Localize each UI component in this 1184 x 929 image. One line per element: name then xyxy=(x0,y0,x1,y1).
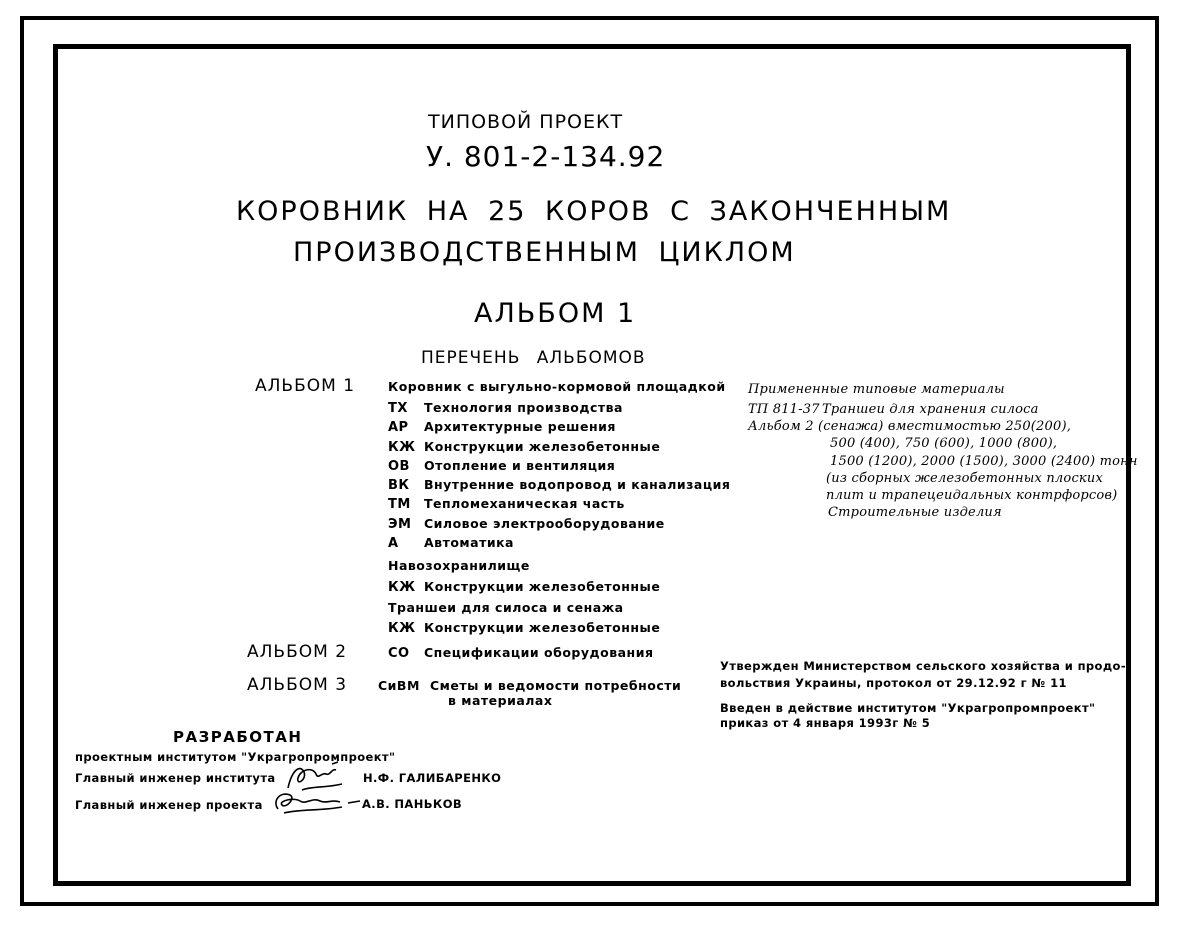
list-item: ТМ Тепломеханическая часть xyxy=(388,496,625,512)
approval-line-3: Введен в действие институтом "Украгропромпроект" xyxy=(720,701,1096,715)
album-title: АЛЬБОМ 1 xyxy=(474,298,637,329)
approval-line-2: вольствия Украины, протокол от 29.12.92 г № 11 xyxy=(720,676,1067,690)
album-3-text-1: Сметы и ведомости потребности xyxy=(430,678,682,693)
applied-row-1-left: ТП 811-37 xyxy=(748,402,820,417)
silo-trench-title: Траншеи для силоса и сенажа xyxy=(388,600,624,615)
list-item: А Автоматика xyxy=(388,535,514,551)
albums-list-heading: ПЕРЕЧЕНЬ АЛЬБОМОВ xyxy=(421,348,646,368)
list-item: ВК Внутренние водопровод и канализация xyxy=(388,477,731,493)
applied-line: (из сборных железобетонных плоских xyxy=(826,471,1103,486)
applied-line: Строительные изделия xyxy=(828,505,1002,520)
chief-project-name: А.В. ПАНЬКОВ xyxy=(362,797,463,811)
title-line-2: ПРОИЗВОДСТВЕННЫМ ЦИКЛОМ xyxy=(293,237,796,268)
list-item: АР Архитектурные решения xyxy=(388,419,616,435)
signature-pankov xyxy=(270,787,365,817)
list-item: КЖ Конструкции железобетонные xyxy=(388,620,661,636)
list-item: КЖ Конструкции железобетонные xyxy=(388,579,661,595)
applied-row-2-left: Альбом 2 xyxy=(748,419,814,434)
album-1-title: Коровник с выгульно-кормовой площадкой xyxy=(388,379,726,394)
applied-row-2-right: (сенажа) вместимостью 250(200), xyxy=(818,419,1072,434)
project-type: ТИПОВОЙ ПРОЕКТ xyxy=(428,111,624,133)
album-2-item: СО Спецификации оборудования xyxy=(388,645,654,661)
applied-line: 500 (400), 750 (600), 1000 (800), xyxy=(830,436,1058,451)
chief-project-label: Главный инженер проекта xyxy=(75,798,263,812)
developer-institute: проектным институтом "Украгропромпроект" xyxy=(75,750,396,764)
developer-heading: РАЗРАБОТАН xyxy=(173,728,303,746)
applied-line: 1500 (1200), 2000 (1500), 3000 (2400) тонн xyxy=(830,454,1138,469)
applied-materials-heading: Примененные типовые материалы xyxy=(748,382,1005,397)
manure-storage-title: Навозохранилище xyxy=(388,558,530,573)
list-item: ЭМ Силовое электрооборудование xyxy=(388,516,665,532)
list-item: КЖ Конструкции железобетонные xyxy=(388,439,661,455)
list-item: ТХ Технология производства xyxy=(388,400,623,416)
album-1-label: АЛЬБОМ 1 xyxy=(255,376,356,396)
album-3-label: АЛЬБОМ 3 xyxy=(247,675,348,695)
chief-institute-name: Н.Ф. ГАЛИБАРЕНКО xyxy=(363,771,502,785)
approval-line-1: Утвержден Министерством сельского хозяйства и продо- xyxy=(720,659,1127,673)
album-3-text-2: в материалах xyxy=(448,693,553,708)
chief-institute-label: Главный инженер института xyxy=(75,771,276,785)
list-item: ОВ Отопление и вентиляция xyxy=(388,458,616,474)
title-line-1: КОРОВНИК НА 25 КОРОВ С ЗАКОНЧЕННЫМ xyxy=(236,196,952,227)
album-3-code: СиВМ xyxy=(378,678,420,693)
applied-row-1-right: Траншеи для хранения силоса xyxy=(822,402,1039,417)
applied-line: плит и трапецеидальных контрфорсов) xyxy=(826,488,1118,503)
album-2-label: АЛЬБОМ 2 xyxy=(247,642,348,662)
approval-line-4: приказ от 4 января 1993г № 5 xyxy=(720,716,931,730)
project-code: У. 801-2-134.92 xyxy=(426,140,666,173)
